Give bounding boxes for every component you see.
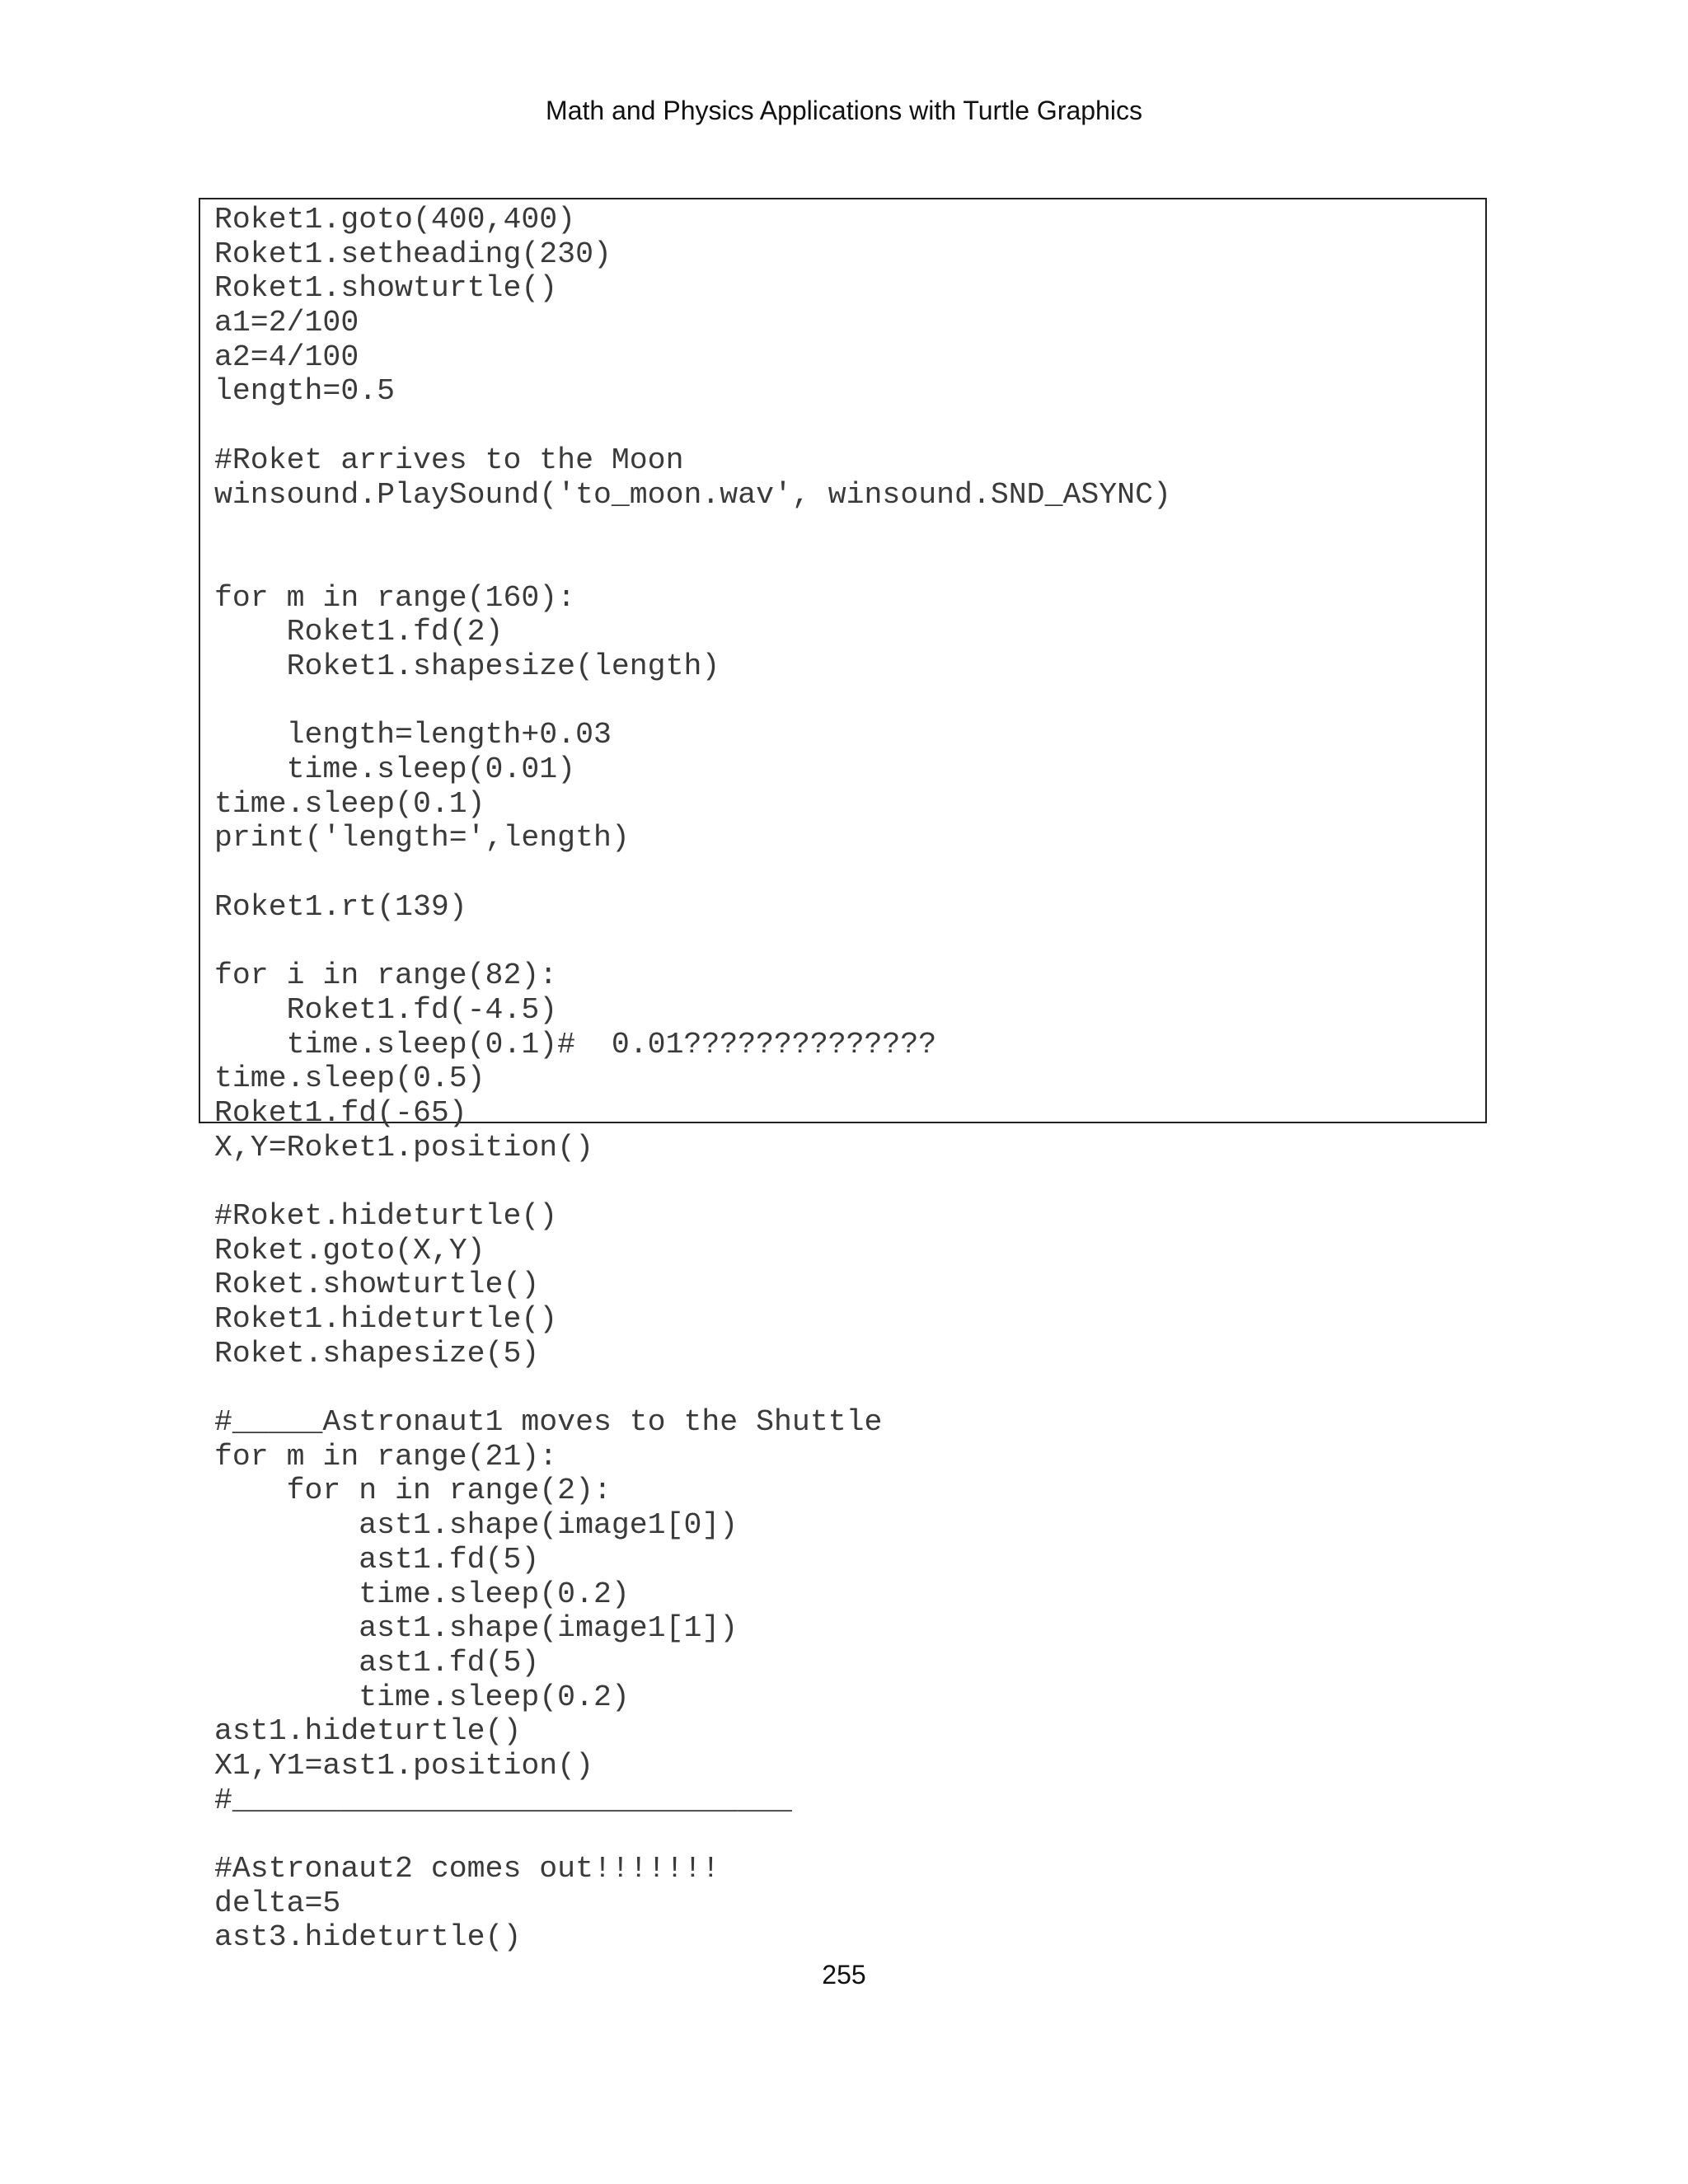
code-line [214,1817,1171,1852]
code-listing [214,203,1171,1955]
code-line: Roket1.hideturtle() [214,1302,558,1336]
code-line: time.sleep(0.1)# 0.01?????????????? [214,1027,937,1062]
code-line: X1,Y1=ast1.position() [214,1748,593,1783]
page-number: 255 [822,1960,866,1990]
code-line: Roket1.goto(400,400) [214,203,576,237]
code-line: time.sleep(0.01) [214,752,576,786]
code-line: winsound.PlaySound('to_moon.wav', winsound.SND_ASYNC) [214,477,1171,512]
code-line [214,684,1171,719]
code-line: Roket1.shapesize(length) [214,649,720,683]
code-line: for m in range(160): [214,580,576,615]
code-line [214,855,1171,890]
code-line: Roket1.setheading(230) [214,237,612,271]
code-line: Roket1.fd(-65) [214,1095,467,1130]
code-listing-box [199,198,1487,1955]
code-line: ast1.fd(5) [214,1542,540,1577]
code-line: for n in range(2): [214,1474,612,1508]
code-line [214,1371,1171,1405]
code-line: time.sleep(0.5) [214,1062,485,1096]
code-line: print('length=',length) [214,821,630,855]
code-line: #_______________________________ [214,1783,792,1817]
code-line: Roket1.rt(139) [214,889,467,924]
code-line [214,409,1171,443]
code-line: length=length+0.03 [214,718,612,752]
code-line: delta=5 [214,1886,341,1920]
code-line: Roket.goto(X,Y) [214,1233,485,1268]
code-line: for m in range(21): [214,1439,558,1474]
code-line: a1=2/100 [214,306,359,340]
code-line: length=0.5 [214,374,396,409]
code-line: time.sleep(0.1) [214,786,485,821]
code-line: Roket.shapesize(5) [214,1336,540,1371]
code-line: #Roket arrives to the Moon [214,443,684,477]
page-header: Math and Physics Applications with Turtle Graphics [546,96,1142,125]
code-line: ast1.hideturtle() [214,1714,522,1749]
code-line: a2=4/100 [214,340,359,374]
code-line: Roket1.fd(-4.5) [214,992,558,1027]
code-line [214,924,1171,958]
code-line: #Roket.hideturtle() [214,1198,558,1233]
code-line: for i in range(82): [214,958,558,993]
code-line: #Astronaut2 comes out!!!!!!! [214,1852,720,1886]
code-line: X,Y=Roket1.position() [214,1130,593,1165]
code-line: ast1.shape(image1[0]) [214,1508,738,1543]
code-line: ast3.hideturtle() [214,1920,522,1955]
code-line: time.sleep(0.2) [214,1680,630,1714]
code-line [214,1165,1171,1199]
code-line: #_____Astronaut1 moves to the Shuttle [214,1405,883,1440]
code-line: ast1.shape(image1[1]) [214,1611,738,1646]
code-line: Roket.showturtle() [214,1268,540,1302]
code-line: Roket1.fd(2) [214,615,504,649]
code-line: Roket1.showturtle() [214,271,558,306]
code-line: time.sleep(0.2) [214,1577,630,1611]
code-line: ast1.fd(5) [214,1645,540,1680]
code-line [214,512,1171,546]
code-line [214,546,1171,581]
